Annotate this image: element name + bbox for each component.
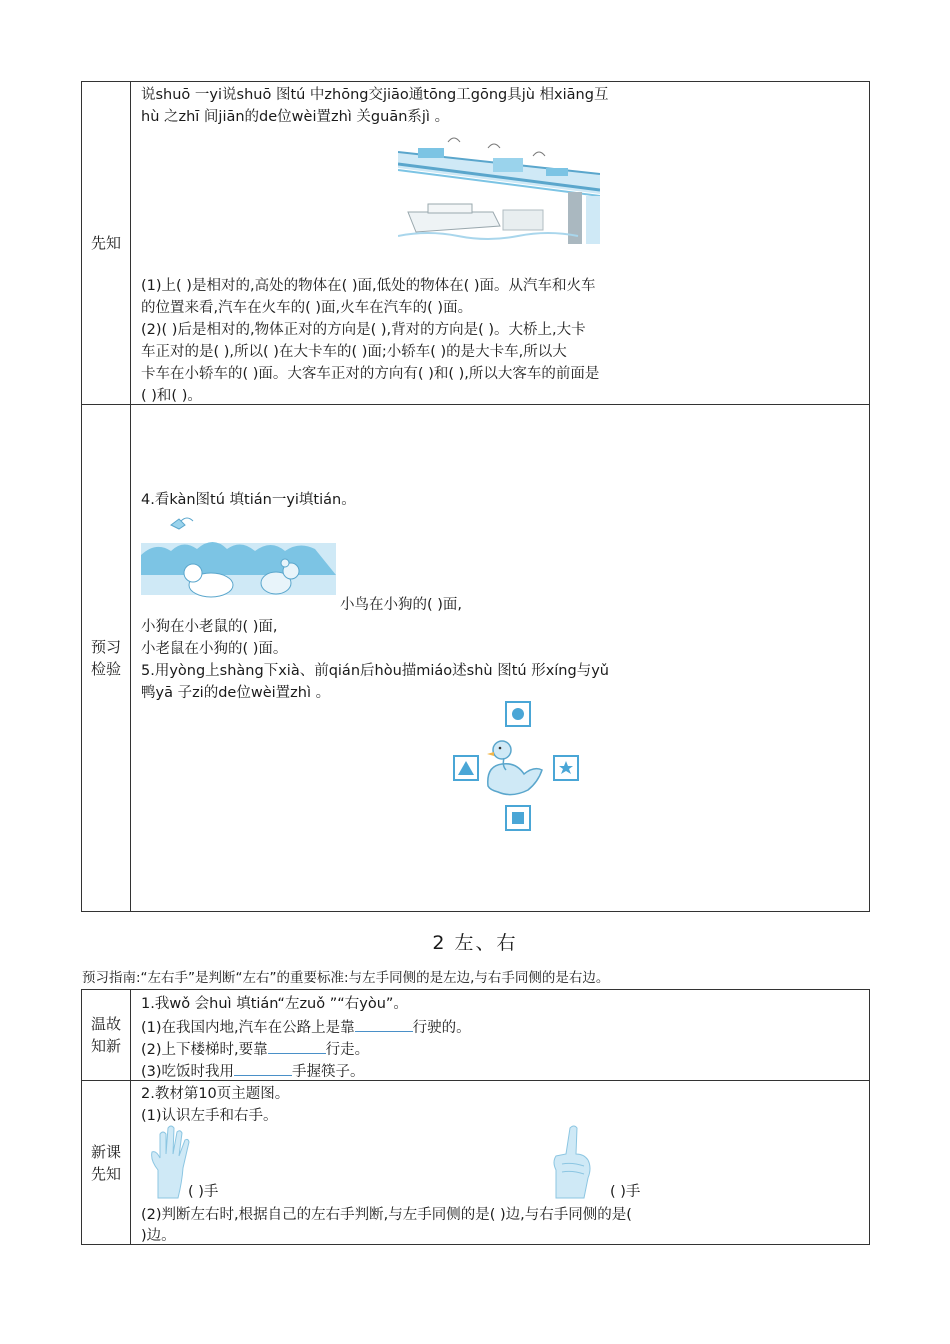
triangle-square-left <box>454 756 478 780</box>
q4-answer-a: 小鸟在小狗的( )面, <box>340 597 463 613</box>
q2-line-2: 车正对的是( ),所以( )在大卡车的( )面;小轿车( )的是大卡车,所以大 <box>141 344 567 360</box>
answer-blank[interactable] <box>268 1037 326 1054</box>
section-label-xianzhi: 先知 <box>82 82 131 405</box>
prompt-line-2: hù 之zhī 间jiān的de位wèi置zhì 关guān系jì 。 <box>141 109 450 125</box>
lesson2-q1-c: (3)吃饭时我用 手握筷子。 <box>141 1059 365 1083</box>
q2-line-4: ( )和( )。 <box>141 388 202 404</box>
q5-line-2: 鸭yā 子zi的de位wèi置zhì 。 <box>141 685 331 701</box>
duck-shapes-diagram <box>450 700 586 836</box>
q5-line-1: 5.用yòng上shàng下xià、前qián后hòu描miáo述shù 图tú 形xíng与yǔ <box>141 663 609 679</box>
star-square-right <box>554 756 578 780</box>
bridge-traffic-illustration <box>398 134 600 244</box>
right-hand-caption: ( )手 <box>610 1184 641 1200</box>
circle-square-top <box>506 702 530 726</box>
lesson2-q1-a: (1)在我国内地,汽车在公路上是靠 行驶的。 <box>141 1015 471 1039</box>
left-hand-icon <box>148 1124 192 1200</box>
q2-line-3: 卡车在小轿车的( )面。大客车正对的方向有( )和( ),所以大客车的前面是 <box>141 366 600 382</box>
answer-blank[interactable] <box>234 1059 292 1076</box>
lesson2-q2-title: 2.教材第10页主题图。 <box>141 1086 290 1102</box>
lesson2-q1-b: (2)上下楼梯时,要靠 行走。 <box>141 1037 369 1061</box>
q1-line-2: 的位置来看,汽车在火车的( )面,火车在汽车的( )面。 <box>141 300 473 316</box>
q4-answer-c: 小老鼠在小狗的( )面。 <box>141 641 288 657</box>
section-label-xinke-xianzhi: 新课 先知 <box>82 1081 131 1245</box>
lesson2-q2-b-line2: )边。 <box>141 1228 176 1244</box>
q1-line-1: (1)上( )是相对的,高处的物体在( )面,低处的物体在( )面。从汽车和火车 <box>141 278 596 294</box>
right-hand-icon <box>548 1124 598 1200</box>
filled-square-bottom <box>506 806 530 830</box>
q4-title: 4.看kàn图tú 填tián一yi填tián。 <box>141 492 356 508</box>
duck-icon <box>487 741 542 795</box>
lesson2-q2-a: (1)认识左手和右手。 <box>141 1108 278 1124</box>
lesson2-q2-b-line1: (2)判断左右时,根据自己的左右手判断,与左手同侧的是( )边,与右手同侧的是( <box>141 1207 632 1223</box>
answer-blank[interactable] <box>355 1015 413 1032</box>
q4-answer-b: 小狗在小老鼠的( )面, <box>141 619 278 635</box>
lesson2-q1-title: 1.我wǒ 会huì 填tián“左zuǒ ”“右yòu”。 <box>141 996 408 1012</box>
lesson-title: 2 左、右 <box>432 932 518 954</box>
left-hand-caption: ( )手 <box>188 1184 219 1200</box>
section-label-yuxi-jianyan: 预习 检验 <box>82 405 131 912</box>
prompt-line-1: 说shuō 一yi说shuō 图tú 中zhōng交jiāo通tōng工gōng具jù 相xiāng互 <box>141 87 609 103</box>
preview-guide: 预习指南:“左右手”是判断“左右”的重要标准:与左手同侧的是左边,与右手同侧的是右边。 <box>82 970 610 986</box>
bird-dog-mouse-illustration <box>141 515 336 607</box>
section-label-wengu-zhixin: 温故 知新 <box>82 990 131 1081</box>
q2-line-1: (2)( )后是相对的,物体正对的方向是( ),背对的方向是( )。大桥上,大卡 <box>141 322 586 338</box>
